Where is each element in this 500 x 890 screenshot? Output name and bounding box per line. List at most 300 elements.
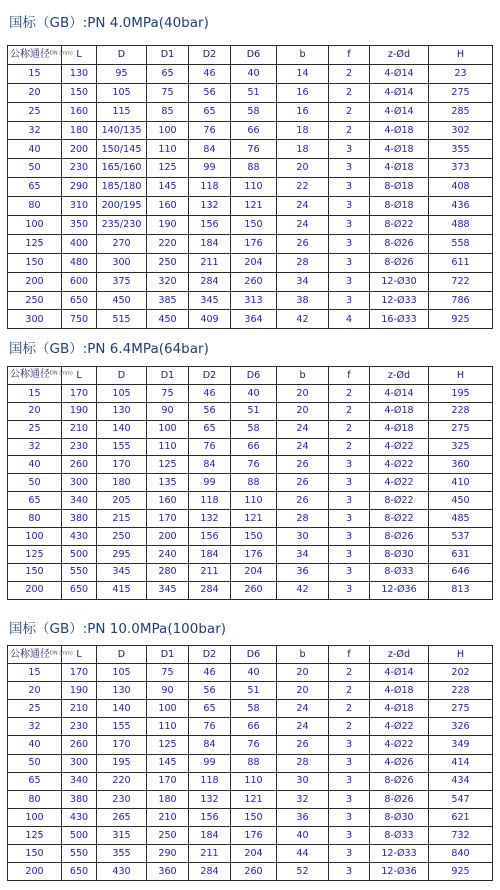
cell-d1: 450 [147, 310, 189, 329]
cell-dn: 200 [8, 581, 62, 599]
header-d: D [97, 646, 147, 664]
table-row [8, 545, 493, 563]
cell-b: 24 [277, 216, 329, 235]
cell-dn: 40 [8, 140, 62, 159]
table-row [8, 581, 493, 599]
spec-table [7, 45, 493, 329]
cell-dn: 25 [8, 102, 62, 121]
table-row [8, 682, 493, 700]
cell-d1: 290 [147, 845, 189, 863]
table-row [8, 234, 493, 253]
cell-l: 300 [62, 754, 97, 772]
cell-h: 925 [429, 863, 493, 881]
cell-d: 375 [97, 272, 147, 291]
cell-d2: 65 [189, 700, 231, 718]
cell-l: 230 [62, 718, 97, 736]
cell-h: 436 [429, 197, 493, 216]
cell-d: 105 [97, 83, 147, 102]
cell-d: 235/230 [97, 216, 147, 235]
table-row [8, 863, 493, 881]
cell-d: 345 [97, 563, 147, 581]
cell-dn: 300 [8, 310, 62, 329]
cell-d: 355 [97, 845, 147, 863]
cell-h: 202 [429, 664, 493, 682]
header-b: b [277, 46, 329, 65]
cell-f: 3 [329, 845, 370, 863]
header-nominal-diameter [8, 367, 73, 385]
cell-l: 480 [62, 253, 97, 272]
cell-f: 3 [329, 474, 370, 492]
cell-h: 228 [429, 402, 493, 420]
cell-d: 130 [97, 402, 147, 420]
table-row [8, 140, 493, 159]
cell-d6: 260 [231, 863, 277, 881]
cell-l: 210 [62, 700, 97, 718]
cell-d1: 250 [147, 253, 189, 272]
cell-d2: 118 [189, 178, 231, 197]
cell-l: 290 [62, 178, 97, 197]
cell-zd: 4-Ø18 [370, 420, 429, 438]
cell-d1: 125 [147, 456, 189, 474]
cell-l: 260 [62, 456, 97, 474]
cell-d6: 176 [231, 545, 277, 563]
header-d: D [97, 46, 147, 65]
cell-d6: 176 [231, 234, 277, 253]
cell-d6: 88 [231, 754, 277, 772]
cell-dn: 100 [8, 808, 62, 826]
table-row [8, 845, 493, 863]
cell-h: 349 [429, 736, 493, 754]
cell-f: 2 [329, 402, 370, 420]
cell-d6: 58 [231, 700, 277, 718]
cell-l: 650 [62, 581, 97, 599]
table-row [8, 510, 493, 528]
cell-f: 3 [329, 545, 370, 563]
cell-l: 340 [62, 492, 97, 510]
header-f: f [329, 646, 370, 664]
cell-zd: 12-Ø33 [370, 291, 429, 310]
cell-d2: 132 [189, 510, 231, 528]
cell-b: 26 [277, 492, 329, 510]
cell-l: 130 [62, 64, 97, 83]
cell-f: 3 [329, 492, 370, 510]
cell-dn: 65 [8, 492, 62, 510]
cell-l: 380 [62, 790, 97, 808]
cell-dn: 80 [8, 790, 62, 808]
cell-d2: 284 [189, 272, 231, 291]
cell-d1: 145 [147, 754, 189, 772]
cell-b: 30 [277, 528, 329, 546]
cell-zd: 4-Ø18 [370, 159, 429, 178]
cell-l: 750 [62, 310, 97, 329]
cell-d1: 160 [147, 197, 189, 216]
table-row [8, 291, 493, 310]
cell-d1: 65 [147, 64, 189, 83]
cell-l: 550 [62, 845, 97, 863]
table-row [8, 826, 493, 844]
table-row [8, 456, 493, 474]
cell-zd: 4-Ø18 [370, 402, 429, 420]
cell-d2: 76 [189, 438, 231, 456]
cell-h: 558 [429, 234, 493, 253]
cell-d1: 170 [147, 772, 189, 790]
cell-dn: 20 [8, 682, 62, 700]
cell-dn: 40 [8, 736, 62, 754]
cell-zd: 4-Ø22 [370, 474, 429, 492]
cell-d: 450 [97, 291, 147, 310]
cell-d6: 51 [231, 83, 277, 102]
cell-f: 3 [329, 754, 370, 772]
cell-b: 18 [277, 140, 329, 159]
header-d6: D6 [231, 367, 277, 385]
cell-l: 300 [62, 474, 97, 492]
cell-d2: 65 [189, 420, 231, 438]
cell-d6: 58 [231, 420, 277, 438]
cell-dn: 50 [8, 159, 62, 178]
cell-d2: 76 [189, 718, 231, 736]
cell-b: 36 [277, 808, 329, 826]
header-nominal-diameter [8, 46, 73, 65]
cell-dn: 15 [8, 64, 62, 83]
cell-d1: 385 [147, 291, 189, 310]
cell-d: 300 [97, 253, 147, 272]
header-d2: D2 [189, 367, 231, 385]
cell-d1: 125 [147, 736, 189, 754]
cell-d2: 184 [189, 234, 231, 253]
cell-d6: 40 [231, 64, 277, 83]
cell-l: 230 [62, 438, 97, 456]
header-nominal-diameter [8, 646, 73, 664]
cell-d6: 66 [231, 718, 277, 736]
cell-b: 26 [277, 456, 329, 474]
table-row [8, 253, 493, 272]
cell-zd: 8-Ø18 [370, 197, 429, 216]
cell-d1: 280 [147, 563, 189, 581]
cell-d2: 84 [189, 736, 231, 754]
cell-d2: 211 [189, 845, 231, 863]
header-f: f [329, 46, 370, 65]
cell-h: 355 [429, 140, 493, 159]
cell-d: 115 [97, 102, 147, 121]
cell-d2: 184 [189, 545, 231, 563]
header-nominal-name: 公称通径 [10, 648, 50, 660]
cell-l: 550 [62, 563, 97, 581]
table-row [8, 754, 493, 772]
cell-d2: 46 [189, 664, 231, 682]
cell-dn: 25 [8, 700, 62, 718]
table-row [8, 102, 493, 121]
table-row [8, 64, 493, 83]
cell-d: 140/135 [97, 121, 147, 140]
cell-d: 185/180 [97, 178, 147, 197]
cell-d2: 65 [189, 102, 231, 121]
header-zd: z-Ød [370, 646, 429, 664]
cell-f: 4 [329, 310, 370, 329]
cell-f: 3 [329, 178, 370, 197]
table-row [8, 216, 493, 235]
cell-zd: 8-Ø26 [370, 790, 429, 808]
cell-f: 2 [329, 700, 370, 718]
cell-b: 36 [277, 563, 329, 581]
cell-h: 786 [429, 291, 493, 310]
cell-b: 28 [277, 510, 329, 528]
cell-zd: 4-Ø18 [370, 121, 429, 140]
cell-d: 230 [97, 790, 147, 808]
cell-zd: 4-Ø18 [370, 700, 429, 718]
cell-l: 180 [62, 121, 97, 140]
header-d2: D2 [189, 646, 231, 664]
cell-zd: 4-Ø26 [370, 754, 429, 772]
section-title: 国标（GB）:PN 6.4MPa(64bar) [9, 341, 209, 357]
cell-b: 26 [277, 234, 329, 253]
cell-f: 3 [329, 790, 370, 808]
header-d: D [97, 367, 147, 385]
cell-dn: 200 [8, 863, 62, 881]
cell-l: 170 [62, 664, 97, 682]
cell-f: 2 [329, 438, 370, 456]
cell-dn: 150 [8, 845, 62, 863]
cell-dn: 125 [8, 826, 62, 844]
table-row [8, 736, 493, 754]
cell-f: 3 [329, 563, 370, 581]
header-b: b [277, 367, 329, 385]
cell-d6: 110 [231, 492, 277, 510]
cell-d: 515 [97, 310, 147, 329]
header-nominal-unit: DN (mm) [50, 50, 73, 57]
cell-l: 650 [62, 291, 97, 310]
cell-zd: 8-Ø18 [370, 178, 429, 197]
table-row [8, 772, 493, 790]
cell-d: 295 [97, 545, 147, 563]
cell-zd: 12-Ø36 [370, 863, 429, 881]
cell-h: 732 [429, 826, 493, 844]
cell-l: 430 [62, 808, 97, 826]
cell-f: 2 [329, 102, 370, 121]
cell-b: 22 [277, 178, 329, 197]
cell-d6: 76 [231, 140, 277, 159]
cell-d2: 46 [189, 384, 231, 402]
cell-d1: 320 [147, 272, 189, 291]
cell-d: 250 [97, 528, 147, 546]
cell-b: 40 [277, 826, 329, 844]
cell-d6: 364 [231, 310, 277, 329]
cell-f: 3 [329, 216, 370, 235]
cell-b: 32 [277, 790, 329, 808]
header-l: L [62, 367, 97, 385]
cell-l: 400 [62, 234, 97, 253]
cell-zd: 8-Ø26 [370, 253, 429, 272]
cell-dn: 15 [8, 664, 62, 682]
cell-f: 2 [329, 420, 370, 438]
cell-dn: 125 [8, 234, 62, 253]
cell-d: 270 [97, 234, 147, 253]
cell-d2: 56 [189, 402, 231, 420]
cell-d2: 118 [189, 492, 231, 510]
cell-f: 3 [329, 140, 370, 159]
cell-f: 3 [329, 808, 370, 826]
cell-zd: 8-Ø22 [370, 216, 429, 235]
cell-d: 155 [97, 718, 147, 736]
cell-d6: 110 [231, 178, 277, 197]
cell-f: 3 [329, 528, 370, 546]
cell-zd: 12-Ø30 [370, 272, 429, 291]
cell-d2: 46 [189, 64, 231, 83]
table-row [8, 121, 493, 140]
cell-l: 150 [62, 83, 97, 102]
cell-d6: 51 [231, 682, 277, 700]
cell-d6: 58 [231, 102, 277, 121]
header-h: H [429, 46, 493, 65]
cell-d1: 100 [147, 420, 189, 438]
header-l: L [62, 46, 97, 65]
cell-dn: 125 [8, 545, 62, 563]
cell-d1: 170 [147, 510, 189, 528]
cell-dn: 80 [8, 510, 62, 528]
cell-d6: 204 [231, 845, 277, 863]
cell-dn: 32 [8, 718, 62, 736]
cell-d2: 284 [189, 581, 231, 599]
cell-d1: 200 [147, 528, 189, 546]
cell-f: 2 [329, 83, 370, 102]
cell-d: 105 [97, 664, 147, 682]
table-row [8, 159, 493, 178]
cell-f: 3 [329, 826, 370, 844]
cell-b: 26 [277, 736, 329, 754]
cell-dn: 20 [8, 402, 62, 420]
cell-l: 230 [62, 159, 97, 178]
cell-h: 631 [429, 545, 493, 563]
table-row [8, 178, 493, 197]
cell-b: 44 [277, 845, 329, 863]
cell-zd: 4-Ø14 [370, 64, 429, 83]
table-row [8, 272, 493, 291]
cell-f: 3 [329, 456, 370, 474]
cell-l: 190 [62, 682, 97, 700]
cell-f: 3 [329, 234, 370, 253]
table-row [8, 563, 493, 581]
cell-b: 24 [277, 438, 329, 456]
cell-dn: 100 [8, 528, 62, 546]
cell-d1: 90 [147, 682, 189, 700]
cell-b: 18 [277, 121, 329, 140]
cell-d1: 125 [147, 159, 189, 178]
cell-zd: 4-Ø14 [370, 664, 429, 682]
cell-d2: 56 [189, 83, 231, 102]
cell-dn: 150 [8, 563, 62, 581]
header-d6: D6 [231, 646, 277, 664]
header-nominal-unit: DN (mm) [50, 650, 73, 657]
cell-f: 3 [329, 772, 370, 790]
cell-zd: 8-Ø33 [370, 563, 429, 581]
cell-b: 34 [277, 545, 329, 563]
table-row [8, 474, 493, 492]
table-row [8, 83, 493, 102]
cell-l: 350 [62, 216, 97, 235]
cell-h: 360 [429, 456, 493, 474]
cell-d6: 51 [231, 402, 277, 420]
cell-l: 500 [62, 545, 97, 563]
cell-f: 2 [329, 682, 370, 700]
cell-h: 450 [429, 492, 493, 510]
cell-d1: 240 [147, 545, 189, 563]
cell-dn: 50 [8, 474, 62, 492]
cell-dn: 25 [8, 420, 62, 438]
spec-table [7, 366, 493, 600]
cell-h: 302 [429, 121, 493, 140]
cell-l: 380 [62, 510, 97, 528]
cell-b: 42 [277, 581, 329, 599]
cell-l: 200 [62, 140, 97, 159]
cell-d6: 204 [231, 253, 277, 272]
cell-d1: 110 [147, 718, 189, 736]
cell-d6: 176 [231, 826, 277, 844]
cell-dn: 15 [8, 384, 62, 402]
cell-b: 38 [277, 291, 329, 310]
cell-d: 195 [97, 754, 147, 772]
cell-d: 165/160 [97, 159, 147, 178]
cell-d2: 84 [189, 140, 231, 159]
cell-dn: 200 [8, 272, 62, 291]
cell-zd: 4-Ø22 [370, 456, 429, 474]
cell-h: 646 [429, 563, 493, 581]
header-d1: D1 [147, 646, 189, 664]
cell-f: 2 [329, 64, 370, 83]
table-row [8, 664, 493, 682]
cell-d: 200/195 [97, 197, 147, 216]
cell-d: 170 [97, 736, 147, 754]
cell-d2: 132 [189, 197, 231, 216]
cell-d1: 345 [147, 581, 189, 599]
cell-dn: 250 [8, 291, 62, 310]
cell-b: 20 [277, 159, 329, 178]
cell-d1: 190 [147, 216, 189, 235]
cell-d: 415 [97, 581, 147, 599]
table-row [8, 420, 493, 438]
cell-d6: 88 [231, 159, 277, 178]
header-d1: D1 [147, 46, 189, 65]
cell-zd: 8-Ø30 [370, 808, 429, 826]
cell-b: 20 [277, 402, 329, 420]
cell-d1: 75 [147, 664, 189, 682]
cell-d6: 121 [231, 510, 277, 528]
header-d6: D6 [231, 46, 277, 65]
cell-dn: 50 [8, 754, 62, 772]
section-title: 国标（GB）:PN 4.0MPa(40bar) [9, 15, 209, 31]
header-zd: z-Ød [370, 46, 429, 65]
cell-h: 195 [429, 384, 493, 402]
cell-b: 34 [277, 272, 329, 291]
cell-d: 140 [97, 420, 147, 438]
cell-d: 140 [97, 700, 147, 718]
table-row [8, 197, 493, 216]
cell-zd: 4-Ø14 [370, 102, 429, 121]
cell-f: 3 [329, 863, 370, 881]
cell-d2: 156 [189, 216, 231, 235]
cell-d2: 409 [189, 310, 231, 329]
cell-zd: 8-Ø26 [370, 772, 429, 790]
cell-dn: 65 [8, 772, 62, 790]
cell-d2: 211 [189, 563, 231, 581]
table-row [8, 718, 493, 736]
cell-f: 2 [329, 718, 370, 736]
cell-d1: 180 [147, 790, 189, 808]
cell-d: 95 [97, 64, 147, 83]
cell-b: 24 [277, 420, 329, 438]
cell-b: 14 [277, 64, 329, 83]
header-l: L [62, 646, 97, 664]
cell-d6: 204 [231, 563, 277, 581]
cell-f: 2 [329, 384, 370, 402]
